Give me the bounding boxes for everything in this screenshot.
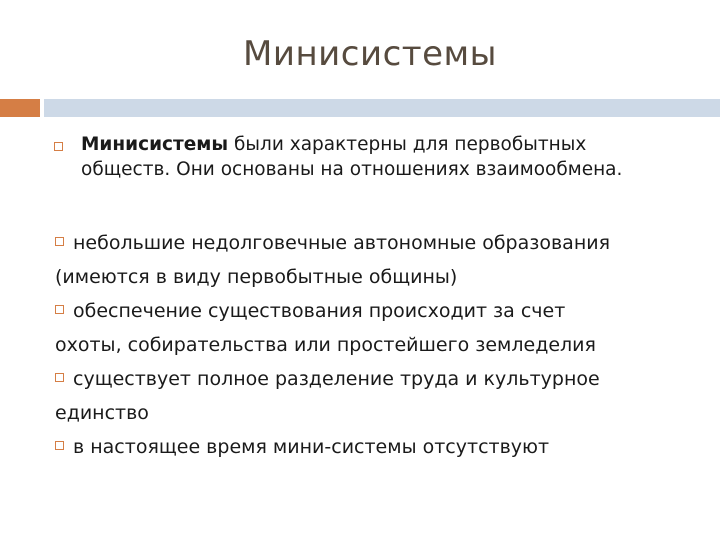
sub-bullet-item bbox=[55, 294, 715, 328]
bold-term: Минисистемы bbox=[81, 134, 229, 155]
sub-bullet-line1: небольшие недолговечные автономные образования bbox=[73, 232, 611, 254]
sub-bullet-continuation: охоты, собирательства или простейшего земледелия bbox=[55, 334, 596, 356]
title-rule bbox=[44, 99, 720, 117]
square-bullet-icon bbox=[55, 441, 64, 450]
sub-bullet-continuation: (имеются в виду первобытные общины) bbox=[55, 266, 458, 288]
sub-bullet-item bbox=[55, 226, 715, 260]
bullet-item-intro bbox=[51, 132, 711, 182]
square-bullet-icon bbox=[55, 237, 64, 246]
sub-bullet-line1: в настоящее время мини-системы отсутствуют bbox=[73, 436, 550, 458]
square-bullet-icon bbox=[54, 142, 63, 151]
square-bullet-icon bbox=[55, 305, 64, 314]
sub-bullet-line1: существует полное разделение труда и культурное bbox=[73, 368, 600, 390]
sub-bullet-list bbox=[55, 226, 715, 464]
sub-bullet-line1: обеспечение существования происходит за счет bbox=[73, 300, 566, 322]
accent-rule bbox=[0, 99, 40, 117]
bullet-text bbox=[51, 132, 711, 182]
sub-bullet-item bbox=[55, 430, 715, 464]
bullet-text-line2: обществ. Они основаны на отношениях взаимообмена. bbox=[81, 159, 623, 180]
sub-bullet-item bbox=[55, 362, 715, 396]
slide-title: Минисистемы bbox=[243, 34, 497, 74]
sub-bullet-continuation: единство bbox=[55, 402, 149, 424]
bullet-text-line1: были характерны для первобытных bbox=[228, 134, 587, 155]
square-bullet-icon bbox=[55, 373, 64, 382]
